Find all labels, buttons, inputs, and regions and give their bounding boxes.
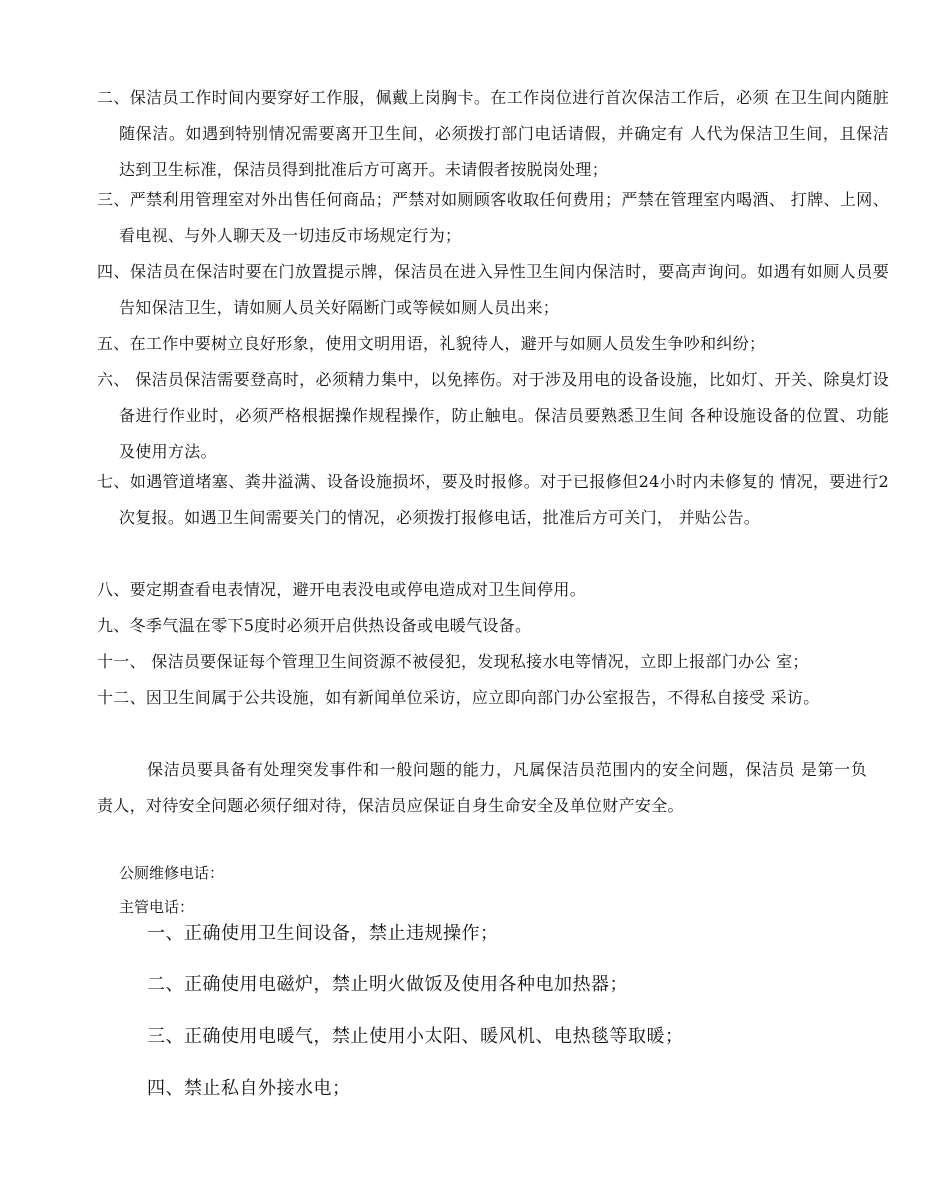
rule-item-12: 十二、因卫生间属于公共设施，如有新闻单位采访，应立即向部门办公室报告，不得私自接受 采访。 (97, 688, 820, 707)
usage-rule-2: 二、正确使用电磁炉，禁止明火做饭及使用各种电加热器； (147, 974, 628, 995)
supervisor-phone-label: 主管电话： (119, 898, 195, 916)
rule-item-4: 四、保洁员在保洁时要在门放置提示牌，保洁员在进入异性卫生间内保洁时，要高声询问。如遇有如厕人员要告知保洁卫生，请如厕人员关好隔断门或等候如厕人员出来； (97, 262, 889, 317)
rule-item-9: 九、冬季气温在零下5度时必须开启供热设备或电暖气设备。 (97, 616, 532, 635)
rule-item-2: 二、保洁员工作时间内要穿好工作服，佩戴上岗胸卡。在工作岗位进行首次保洁工作后，必须 在卫生间内随脏随保洁。如遇到特别情况需要离开卫生间，必须拨打部门电话请假，并确定有 人代为保洁卫生间，且保洁达到卫生标准，保洁员得到批准后方可离开。未请假者按脱岗处理； (97, 88, 889, 179)
usage-rule-3: 三、正确使用电暖气，禁止使用小太阳、暖风机、电热毯等取暖； (147, 1026, 684, 1047)
repair-phone-label: 公厕维修电话： (119, 864, 225, 882)
usage-rule-1: 一、正确使用卫生间设备，禁止违规操作； (147, 923, 499, 944)
safety-paragraph: 保洁员要具备有处理突发事件和一般问题的能力，凡属保洁员范围内的安全问题，保洁员 是第一负责人，对待安全问题必须仔细对待，保洁员应保证自身生命安全及单位财产安全。 (97, 760, 867, 815)
rule-item-5: 五、在工作中要树立良好形象，使用文明用语，礼貌待人，避开与如厕人员发生争吵和纠纷； (97, 334, 766, 353)
rule-item-7: 七、如遇管道堵塞、粪井溢满、设备设施损坏，要及时报修。对于已报修但24小时内未修复的 情况，要进行2次复报。如遇卫生间需要关门的情况，必须拨打报修电话，批准后方可关门， 并贴公告。 (97, 472, 889, 527)
rule-item-11: 十一、 保洁员要保证每个管理卫生间资源不被侵犯，发现私接水电等情况，立即上报部门办公 室； (97, 652, 809, 671)
rule-item-6: 六、 保洁员保洁需要登高时，必须精力集中，以免摔伤。对于涉及用电的设备设施，比如灯、开关、除臭灯设备进行作业时，必须严格根据操作规程操作，防止触电。保洁员要熟悉卫生间 各种设施设备的位置、功能及使用方法。 (97, 370, 889, 461)
rule-item-3: 三、严禁利用管理室对外出售任何商品；严禁对如厕顾客收取任何费用；严禁在管理室内喝酒、 打牌、上网、看电视、与外人聊天及一切违反市场规定行为； (97, 190, 889, 245)
usage-rule-4: 四、禁止私自外接水电； (147, 1078, 351, 1099)
rule-item-8: 八、要定期查看电表情况，避开电表没电或停电造成对卫生间停用。 (97, 580, 587, 599)
